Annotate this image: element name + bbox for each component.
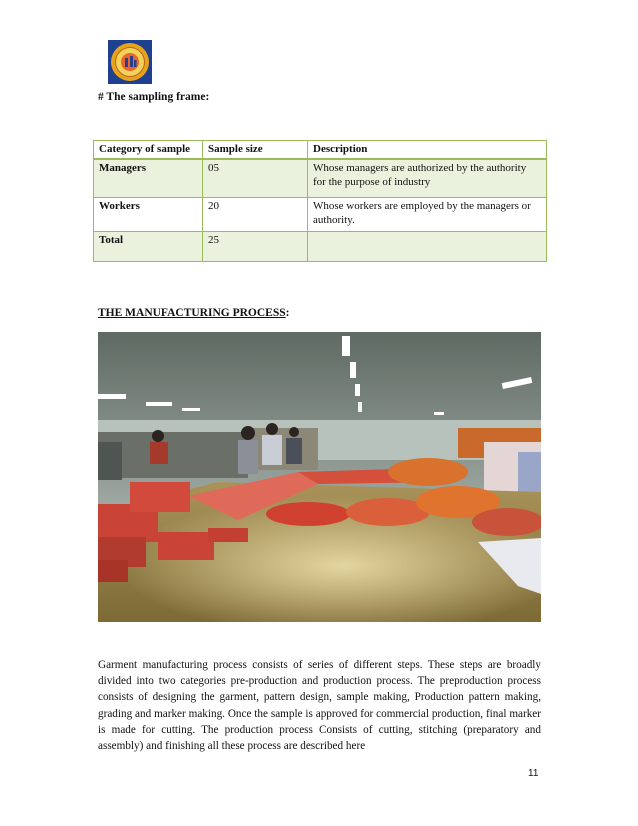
manufacturing-heading-colon: : (285, 307, 290, 319)
institution-logo (108, 40, 152, 84)
cell-description (308, 232, 547, 262)
cell-size: 25 (203, 232, 308, 262)
manufacturing-heading-text: THE MANUFACTURING PROCESS (98, 307, 286, 319)
table-row (94, 232, 547, 262)
header-description: Description (308, 141, 547, 160)
cell-description: Whose managers are authorized by the authority for the purpose of industry (308, 159, 547, 198)
manufacturing-process-heading (98, 307, 289, 319)
page-number: 11 (528, 768, 539, 779)
cell-category: Total (94, 232, 203, 262)
table-row (94, 159, 547, 198)
header-sample-size: Sample size (203, 141, 308, 160)
cell-category: Workers (94, 198, 203, 232)
sampling-frame-heading: # The sampling frame: (98, 91, 210, 103)
cell-description: Whose workers are employed by the managers or authority. (308, 198, 547, 232)
table-header-row (94, 141, 547, 160)
header-category: Category of sample (94, 141, 203, 160)
cell-size: 20 (203, 198, 308, 232)
cell-size: 05 (203, 159, 308, 198)
sampling-table (93, 140, 547, 262)
table-row (94, 198, 547, 232)
cell-category: Managers (94, 159, 203, 198)
manufacturing-description: Garment manufacturing process consists of series of different steps. These steps are broadly divided into two categories pre-production and production process. The preproduction process consists of designing the garment, pattern design, sample making, Production pattern making, grading and marker making. Once the sample is approved for commercial production, final marker is made for cutting. The production process Consists of cutting, stitching (preparatory and assembly) and finishing all these process are described here (98, 659, 541, 753)
factory-floor-photo (98, 332, 541, 622)
